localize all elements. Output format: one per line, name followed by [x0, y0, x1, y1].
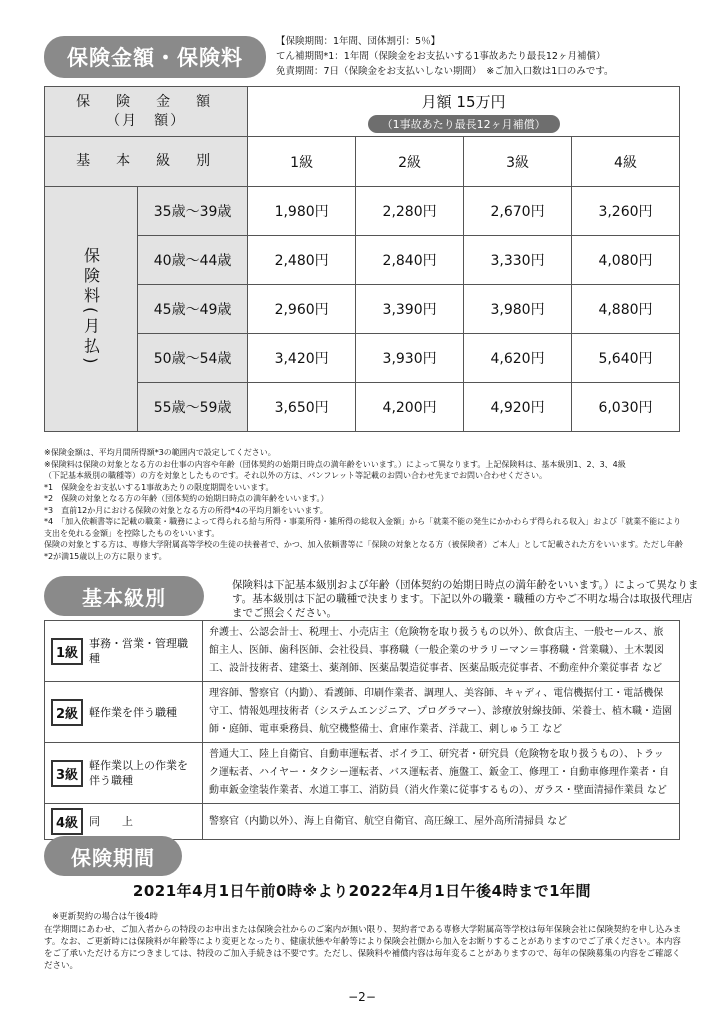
grade-description: 警察官（内勤以外）、海上自衛官、航空自衛官、高圧線工、屋外高所清掃員 など — [203, 804, 680, 840]
grade-badge: 4級 — [51, 808, 83, 835]
grade-row — [45, 743, 680, 804]
price-cell: 5,640円 — [572, 334, 680, 383]
fine-print-line: （下記基本級別の職種等）の方を対象としたものです。それ以外の方は、パンフレット等記載のお問い合わせ先までお問い合わせください。 — [44, 471, 547, 480]
page-number: −2− — [348, 990, 376, 1004]
fine-print-line: ※保険料は保険の対象となる方のお仕事の内容や年齢（団体契約の始期日時点の満年齢をいいます。）によって異なります。上記保険料は、基本級別1、2、3、4級 — [44, 459, 626, 469]
price-cell: 3,390円 — [356, 285, 464, 334]
grade-col-header: 2級 — [356, 137, 464, 187]
price-cell: 6,030円 — [572, 383, 680, 432]
grade-badge: 2級 — [51, 699, 83, 726]
premium-label: 保険料(月払) — [81, 246, 101, 368]
grade-col-header: 4級 — [572, 137, 680, 187]
grade-badge: 1級 — [51, 638, 83, 665]
fine-print-line: ※保険金額は、平均月間所得額*3の範囲内で設定してください。 — [44, 448, 276, 457]
top-note-line: 免責期間：7日（保険金をお支払いしない期間） ※ご加入口数は1口のみです。 — [276, 66, 614, 77]
grade-badge: 3級 — [51, 760, 83, 787]
amount-header — [45, 87, 248, 137]
grade-label-cell — [45, 682, 203, 743]
grade-label-cell — [45, 621, 203, 682]
top-notes — [276, 34, 696, 79]
price-cell: 4,620円 — [464, 334, 572, 383]
grade-name: 同 上 — [89, 815, 134, 828]
amount-sub-badge: （1事故あたり最長12ヶ月補償） — [368, 115, 560, 133]
renewal-notice: 在学期間にあわせ、ご加入者からの特段のお申出または保険会社からのご案内が無い限り、契約者である専修大学附属高等学校は毎年保険会社に保険契約を申し込みます。なお、ご更新時には保険料が年齢等により変更となったり、健康状態や年齢等により保険会社側から加入をお断りすることがありますのでご了承ください。本内容をご了承いただける方につきましては、特段のご加入手続きは不要です。ただし、保険料や補償内容は毎年変ることがありますので、毎年の保険募集の内容をご確認ください。 — [44, 925, 682, 971]
price-cell: 4,200円 — [356, 383, 464, 432]
price-cell: 3,980円 — [464, 285, 572, 334]
premium-label-cell — [45, 187, 138, 432]
price-cell: 2,840円 — [356, 236, 464, 285]
price-cell: 4,080円 — [572, 236, 680, 285]
section-title-grade: 基本級別 — [44, 576, 204, 616]
amount-value-cell — [248, 87, 680, 137]
insurance-period: 2021年4月1日午前0時※より2022年4月1日午後4時まで1年間 — [132, 882, 592, 900]
fine-print-line: *1 保険金をお支払いする1事故あたりの限度期間をいいます。 — [44, 482, 274, 492]
grade-label-cell — [45, 743, 203, 804]
grade-row — [45, 682, 680, 743]
fine-print-line: 保険の対象とする方は、専修大学附属高等学校の生徒の扶養者で、かつ、加入依頼書等に「保険の対象となる方（被保険者）ご本人」として記載された方をいいます。ただし年齢*2が満15歳以上の方に限ります。 — [44, 540, 683, 561]
price-cell: 3,650円 — [248, 383, 356, 432]
price-cell: 2,960円 — [248, 285, 356, 334]
price-cell: 3,260円 — [572, 187, 680, 236]
fine-print-line: *4 「加入依頼書等に記載の職業・職務によって得られる給与所得・事業所得・雑所得の総収入金額」から「就業不能の発生にかかわらず得られる収入」および「就業不能により支出を免れる金額」を控除したものをいいます。 — [44, 517, 682, 538]
age-band: 45歳〜49歳 — [138, 285, 248, 334]
grade-name: 事務・営業・管理職種 — [89, 637, 189, 665]
grade-header: 基 本 級 別 — [45, 137, 248, 187]
price-cell: 3,330円 — [464, 236, 572, 285]
top-note-line: 【保険期間：1年間、団体割引：5％】 — [276, 36, 441, 47]
section-title-premium: 保険金額・保険料 — [44, 36, 266, 78]
fine-print-line: *3 直前12か月における保険の対象となる方の所得*4の平均月額をいいます。 — [44, 505, 328, 515]
grade-table — [44, 620, 680, 840]
price-cell: 2,280円 — [356, 187, 464, 236]
grade-description: 理容師、警察官（内勤）、看護師、印刷作業者、調理人、美容師、キャディ、電信機据付工・電話機保守工、情報処理技術者（システムエンジニア、プログラマー）、診療放射線技師、栄養士、植木職・造園師・庭師、電車乗務員、航空機整備士、倉庫作業者、洋裁工、刺しゅう工 など — [203, 682, 680, 743]
amount-label-sub: （月 額） — [106, 112, 187, 129]
age-band: 35歳〜39歳 — [138, 187, 248, 236]
age-band: 40歳〜44歳 — [138, 236, 248, 285]
period-note: ※更新契約の場合は午後4時 — [52, 912, 159, 922]
price-cell: 3,420円 — [248, 334, 356, 383]
price-cell: 3,930円 — [356, 334, 464, 383]
grade-label-cell — [45, 804, 203, 840]
fine-print — [44, 447, 684, 562]
grade-note: 保険料は下記基本級別および年齢（団体契約の始期日時点の満年齢をいいます。）によって異なります。基本級別は下記の職種で決まります。下記以外の職業・職種の方やご不明な場合は取扱代理店までご照会ください。 — [232, 579, 699, 619]
price-cell: 2,480円 — [248, 236, 356, 285]
age-band: 50歳〜54歳 — [138, 334, 248, 383]
grade-name: 軽作業を伴う職種 — [89, 705, 178, 719]
grade-row — [45, 621, 680, 682]
grade-name: 軽作業以上の作業を伴う職種 — [89, 759, 189, 787]
amount-label: 保 険 金 額 — [76, 93, 217, 110]
grade-row — [45, 804, 680, 840]
price-cell: 1,980円 — [248, 187, 356, 236]
grade-description: 弁護士、公認会計士、税理士、小売店主（危険物を取り扱うもの以外）、飲食店主、一般セールス、旅館主人、医師、歯科医師、会社役員、事務職（一般企業のサラリーマン＝事務職・営業職）、土木製図工、設計技術者、建築士、薬剤師、医薬品製造従事者、医薬品販売従事者、不動産仲介業従事者 など — [203, 621, 680, 682]
age-band: 55歳〜59歳 — [138, 383, 248, 432]
grade-col-header: 1級 — [248, 137, 356, 187]
section-title-period: 保険期間 — [44, 836, 182, 876]
price-cell: 4,920円 — [464, 383, 572, 432]
price-cell: 4,880円 — [572, 285, 680, 334]
premium-table — [44, 86, 680, 432]
amount-value: 月額 15万円 — [421, 92, 506, 111]
grade-description: 普通大工、陸上自衛官、自動車運転者、ボイラ工、研究者・研究員（危険物を取り扱うもの）、トラック運転者、ハイヤー・タクシー運転者、バス運転者、施盤工、鈑金工、修理工・自動車修理作業者・自動車鈑金塗装作業者、水道工事工、消防員（消火作業に従事するもの）、ガラス・壁面清掃作業員 など — [203, 743, 680, 804]
price-cell: 2,670円 — [464, 187, 572, 236]
fine-print-line: *2 保険の対象となる方の年齢（団体契約の始期日時点の満年齢をいいます。） — [44, 494, 329, 503]
top-note-line: てん補期間*1：1年間（保険金をお支払いする1事故あたり最長12ヶ月補償） — [276, 51, 606, 62]
grade-col-header: 3級 — [464, 137, 572, 187]
